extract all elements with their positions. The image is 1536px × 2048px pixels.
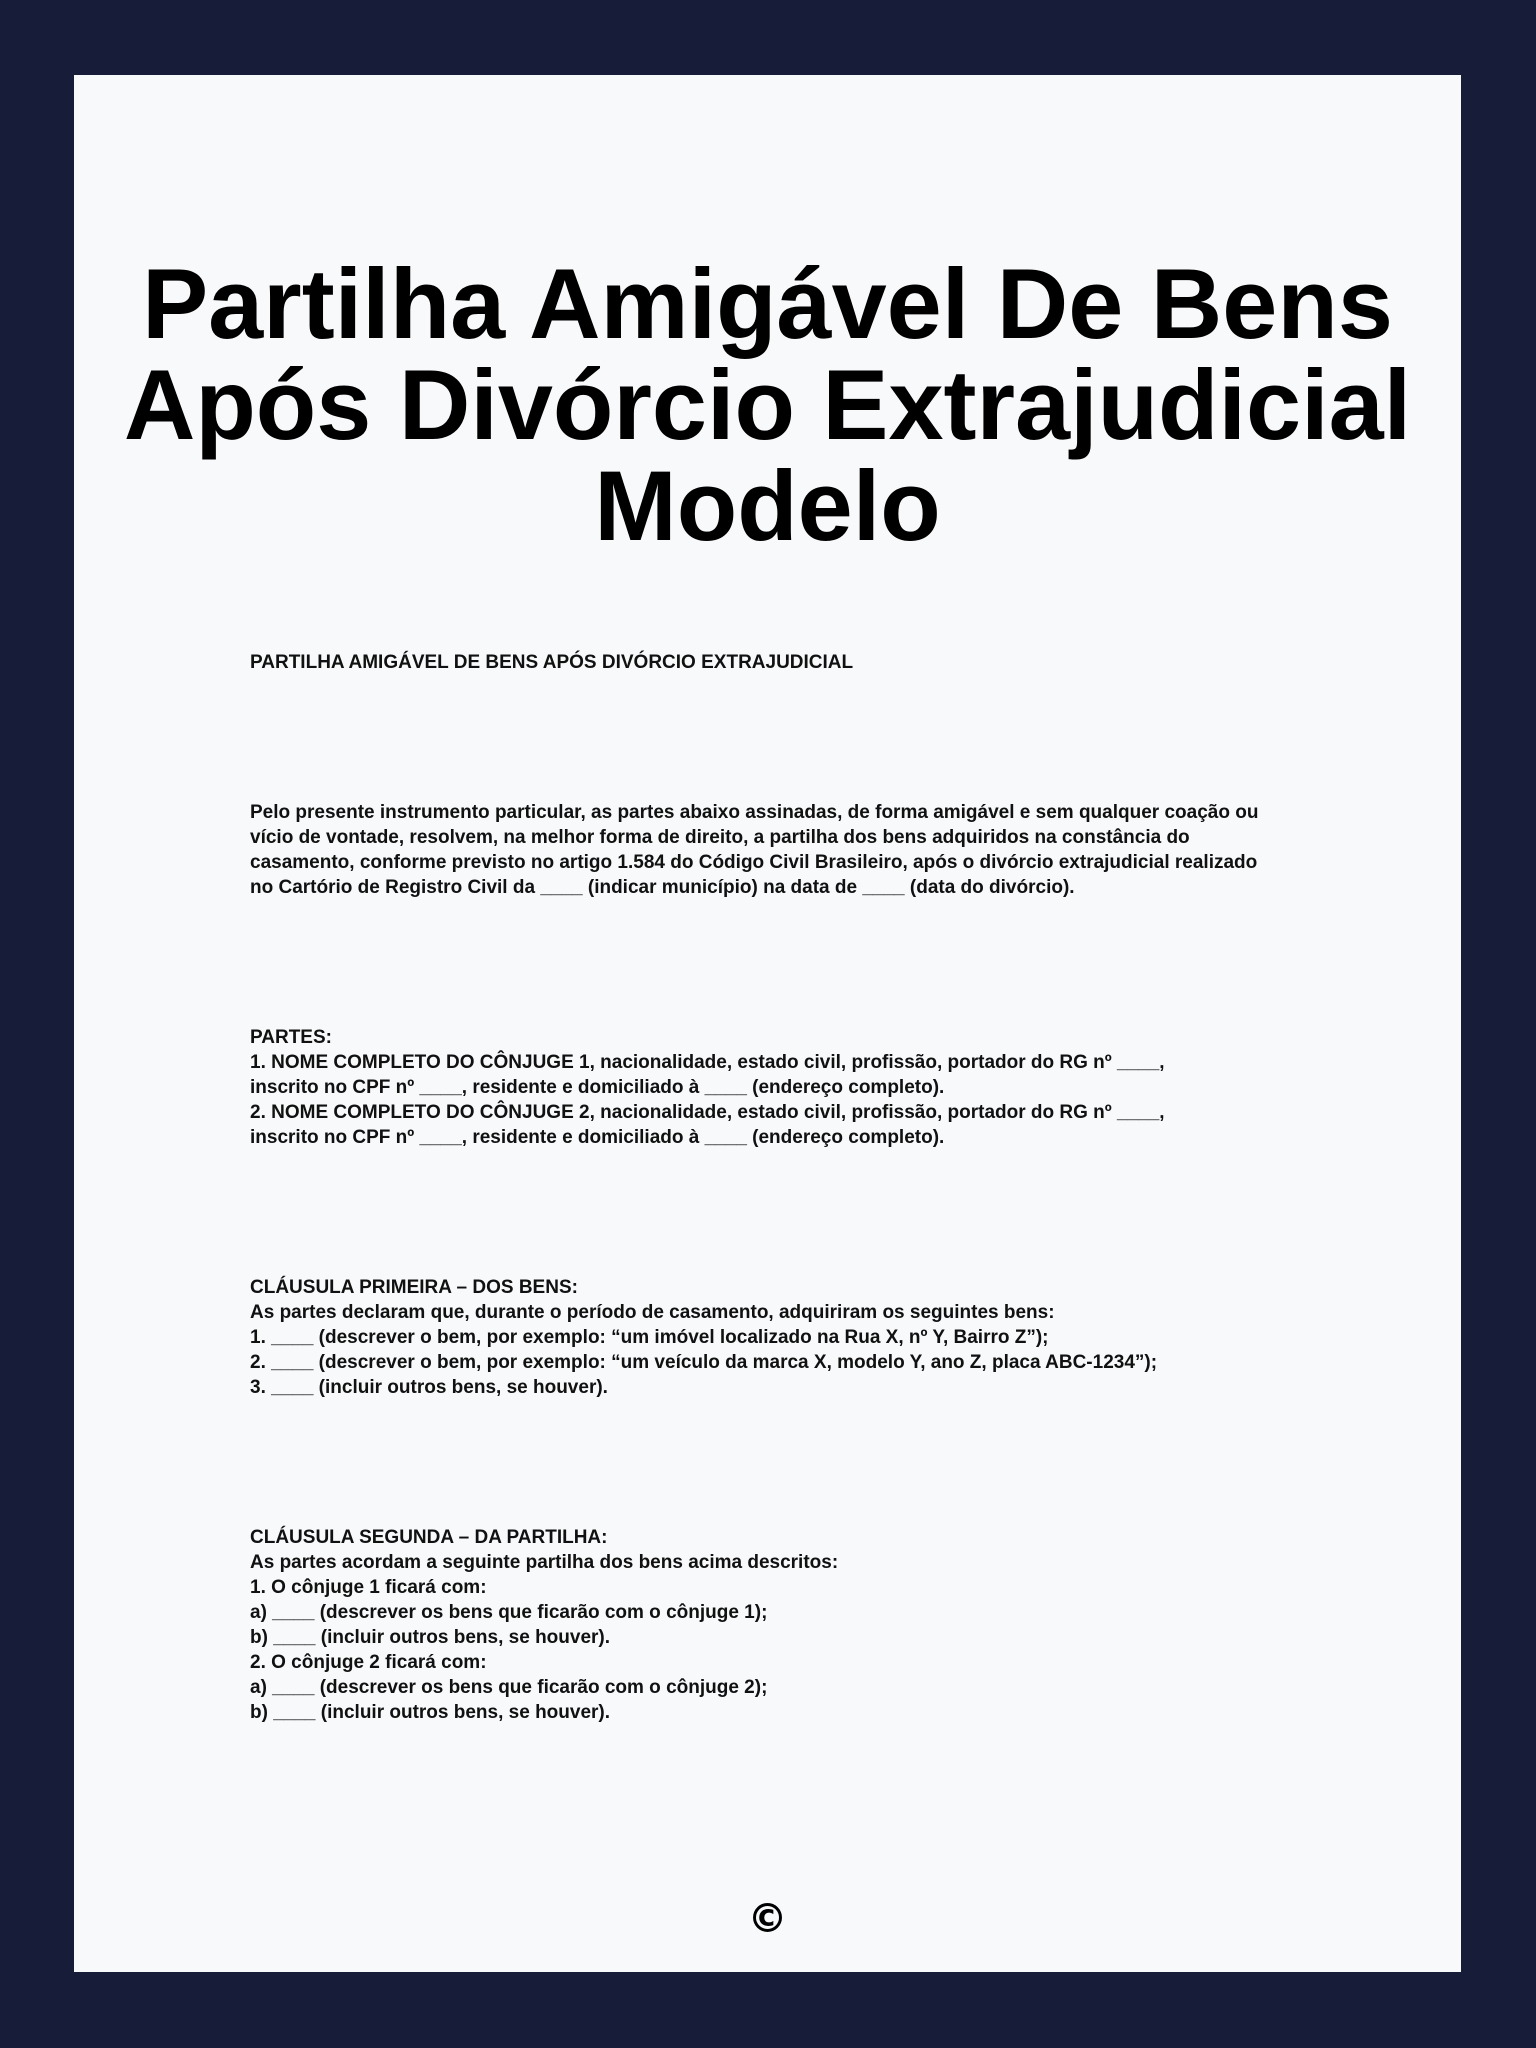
intro-paragraph: Pelo presente instrumento particular, as partes abaixo assinadas, de forma amigável e sem qualquer coação ou vício de vontade, resolvem, na melhor forma de direito, a partilha dos bens adquiridos na constância do casamento, conforme previsto no artigo 1.584 do Código Civil Brasileiro, após o divórcio extrajudicial realizado no Cartório de Registro Civil da ____ (indicar município) na data de ____ (data do divórcio). bbox=[250, 802, 1259, 898]
section-partes bbox=[250, 1025, 1340, 1150]
title-line-3: Modelo bbox=[594, 450, 941, 561]
section-line: 2. O cônjuge 2 ficará com: bbox=[250, 1652, 487, 1673]
section-line: 1. O cônjuge 1 ficará com: bbox=[250, 1577, 487, 1598]
section-clausula-segunda bbox=[250, 1525, 1340, 1725]
section-line: a) ____ (descrever os bens que ficarão com o cônjuge 2); bbox=[250, 1677, 768, 1698]
section-heading: CLÁUSULA SEGUNDA – DA PARTILHA: bbox=[250, 1527, 608, 1548]
document-body bbox=[250, 650, 1340, 1725]
copyright-icon: © bbox=[747, 1896, 788, 1942]
document-heading: PARTILHA AMIGÁVEL DE BENS APÓS DIVÓRCIO EXTRAJUDICIAL bbox=[250, 652, 854, 673]
section-line: 3. ____ (incluir outros bens, se houver). bbox=[250, 1377, 608, 1398]
section-line: a) ____ (descrever os bens que ficarão com o cônjuge 1); bbox=[250, 1602, 768, 1623]
spacer bbox=[250, 675, 1340, 800]
spacer bbox=[250, 1150, 1340, 1275]
section-line: b) ____ (incluir outros bens, se houver). bbox=[250, 1702, 611, 1723]
document-page bbox=[74, 75, 1461, 1972]
section-heading: PARTES: bbox=[250, 1027, 332, 1048]
section-line: As partes declaram que, durante o período de casamento, adquiriram os seguintes bens: bbox=[250, 1302, 1055, 1323]
spacer bbox=[250, 1400, 1340, 1525]
section-clausula-primeira bbox=[250, 1275, 1340, 1400]
section-line: inscrito no CPF nº ____, residente e domiciliado à ____ (endereço completo). bbox=[250, 1127, 945, 1148]
section-line: inscrito no CPF nº ____, residente e domiciliado à ____ (endereço completo). bbox=[250, 1077, 945, 1098]
section-line: As partes acordam a seguinte partilha dos bens acima descritos: bbox=[250, 1552, 839, 1573]
section-line: 2. ____ (descrever o bem, por exemplo: “um veículo da marca X, modelo Y, ano Z, placa ABC-1234”); bbox=[250, 1352, 1158, 1373]
page-title bbox=[74, 248, 1461, 561]
title-line-2: Após Divórcio Extrajudicial bbox=[123, 349, 1412, 460]
section-line: b) ____ (incluir outros bens, se houver). bbox=[250, 1627, 611, 1648]
spacer bbox=[250, 900, 1340, 1025]
section-line: 1. ____ (descrever o bem, por exemplo: “um imóvel localizado na Rua X, nº Y, Bairro Z”); bbox=[250, 1327, 1049, 1348]
section-line: 1. NOME COMPLETO DO CÔNJUGE 1, nacionalidade, estado civil, profissão, portador do RG nº ____, bbox=[250, 1052, 1165, 1073]
title-line-1: Partilha Amigável De Bens bbox=[142, 248, 1393, 359]
section-heading: CLÁUSULA PRIMEIRA – DOS BENS: bbox=[250, 1277, 578, 1298]
section-line: 2. NOME COMPLETO DO CÔNJUGE 2, nacionalidade, estado civil, profissão, portador do RG nº ____, bbox=[250, 1102, 1165, 1123]
